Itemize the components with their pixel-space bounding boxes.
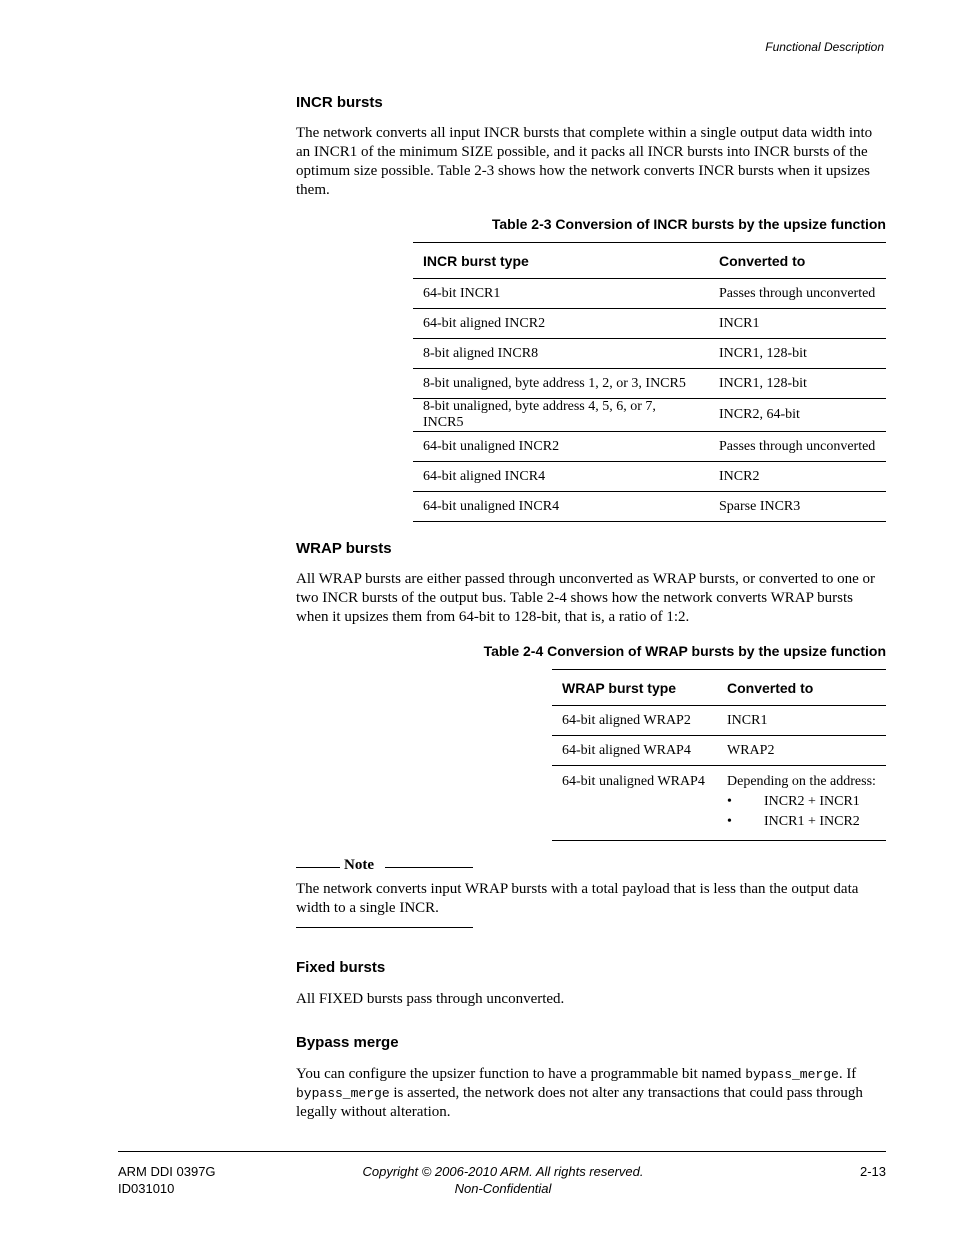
table-cell: 64-bit aligned INCR4 bbox=[413, 462, 709, 492]
column-header: INCR burst type bbox=[413, 243, 709, 279]
table-cell: 8-bit unaligned, byte address 1, 2, or 3, INCR5 bbox=[413, 369, 709, 399]
table-row bbox=[413, 339, 886, 369]
table-cell: 64-bit aligned WRAP2 bbox=[562, 712, 691, 728]
table-header-row bbox=[413, 243, 886, 279]
confidentiality: Non-Confidential bbox=[454, 1181, 552, 1196]
table-cell: 64-bit unaligned WRAP4 bbox=[552, 766, 717, 841]
table-cell: Passes through unconverted bbox=[709, 432, 886, 462]
table-cell: Passes through unconverted bbox=[719, 285, 876, 301]
footer-left bbox=[118, 1163, 216, 1197]
table-cell-address-dependent bbox=[717, 766, 886, 841]
bypass-text-3: is asserted, the network does not alter any transactions that could pass through legally without alteration. bbox=[296, 1085, 863, 1120]
running-title: Functional Description bbox=[765, 40, 884, 54]
table-2-3-caption: Table 2-3 Conversion of INCR bursts by the upsize function bbox=[491, 216, 886, 232]
table-row bbox=[552, 766, 886, 841]
table-cell: INCR1 bbox=[709, 309, 886, 339]
cell-intro: Depending on the address: bbox=[727, 774, 876, 789]
bypass-text-2: . If bbox=[838, 1066, 857, 1082]
table-row bbox=[413, 462, 886, 492]
column-header: Converted to bbox=[709, 243, 886, 279]
table-cell: 64-bit unaligned INCR2 bbox=[413, 432, 709, 462]
table-row bbox=[552, 736, 886, 766]
table-row bbox=[413, 309, 886, 339]
bullet-item bbox=[727, 812, 876, 832]
table-row bbox=[413, 432, 886, 462]
table-cell: 8-bit aligned INCR8 bbox=[413, 339, 709, 369]
table-cell: INCR2 bbox=[709, 462, 886, 492]
page-number: 2-13 bbox=[859, 1164, 886, 1179]
bypass-heading: Bypass merge bbox=[296, 1034, 399, 1051]
fixed-heading: Fixed bursts bbox=[296, 959, 386, 976]
table-row bbox=[413, 399, 886, 432]
bullet-marker: • bbox=[727, 794, 732, 809]
incr-heading: INCR bursts bbox=[296, 94, 383, 111]
column-header: Converted to bbox=[717, 670, 886, 706]
note-text: The network converts input WRAP bursts with a total payload that is less than the output data width to a single INCR. bbox=[296, 881, 859, 916]
table-cell: 64-bit INCR1 bbox=[423, 285, 501, 301]
incr-conversion-table bbox=[413, 242, 886, 522]
bypass-text-1: You can configure the upsizer function to have a programmable bit named bbox=[296, 1066, 746, 1082]
note-rule-right bbox=[385, 867, 473, 868]
note-label: Note bbox=[344, 857, 374, 873]
wrap-heading: WRAP bursts bbox=[296, 540, 392, 557]
table-cell: INCR1 bbox=[727, 712, 768, 728]
table-cell: Sparse INCR3 bbox=[709, 492, 886, 522]
table-row bbox=[413, 369, 886, 399]
table-row bbox=[413, 492, 886, 522]
table-2-4-caption: Table 2-4 Conversion of WRAP bursts by the upsize function bbox=[483, 643, 886, 659]
incr-paragraph: The network converts all input INCR bursts that complete within a single output data width into an INCR1 of the minimum SIZE possible, and it packs all INCR bursts into INCR bursts of the optimum size possible. Table 2-3 shows how the network converts INCR bursts when it upsizes them. bbox=[296, 125, 873, 198]
table-cell: WRAP2 bbox=[717, 736, 886, 766]
table-cell: INCR1, 128-bit bbox=[709, 369, 886, 399]
column-header: WRAP burst type bbox=[552, 670, 717, 706]
table-cell: 64-bit aligned INCR2 bbox=[413, 309, 709, 339]
wrap-conversion-table bbox=[552, 669, 886, 841]
footer-rule bbox=[118, 1151, 886, 1152]
fixed-paragraph: All FIXED bursts pass through unconverted. bbox=[296, 991, 565, 1007]
table-cell: INCR1, 128-bit bbox=[709, 339, 886, 369]
bullet-text: INCR1 + INCR2 bbox=[764, 814, 860, 829]
table-cell: 8-bit unaligned, byte address 4, 5, 6, or 7, INCR5 bbox=[413, 399, 709, 432]
table-cell: INCR2, 64-bit bbox=[709, 399, 886, 432]
bypass-merge-code: bypass_merge bbox=[296, 1086, 390, 1101]
table-cell: 64-bit unaligned INCR4 bbox=[413, 492, 709, 522]
bypass-paragraph bbox=[296, 1065, 888, 1122]
table-row bbox=[413, 279, 886, 309]
table-row bbox=[552, 706, 886, 736]
doc-id: ARM DDI 0397G bbox=[118, 1164, 216, 1179]
issue-id: ID031010 bbox=[118, 1181, 175, 1196]
wrap-paragraph: All WRAP bursts are either passed through unconverted as WRAP bursts, or converted to one or two INCR bursts of the output bus. Table 2-4 shows how the network converts WRAP bursts when it upsizes them from 64-bit to 128-bit, that is, a ratio of 1:2. bbox=[296, 571, 876, 625]
bullet-item bbox=[727, 792, 876, 812]
footer-center bbox=[318, 1163, 688, 1197]
bypass-merge-code: bypass_merge bbox=[745, 1067, 839, 1082]
copyright: Copyright © 2006-2010 ARM. All rights reserved. bbox=[362, 1164, 644, 1179]
note-rule-left bbox=[296, 867, 340, 868]
table-cell: 64-bit aligned WRAP4 bbox=[552, 736, 717, 766]
bullet-text: INCR2 + INCR1 bbox=[764, 794, 860, 809]
bullet-marker: • bbox=[727, 814, 732, 829]
table-header-row bbox=[552, 670, 886, 706]
note-rule-bottom bbox=[296, 927, 473, 928]
